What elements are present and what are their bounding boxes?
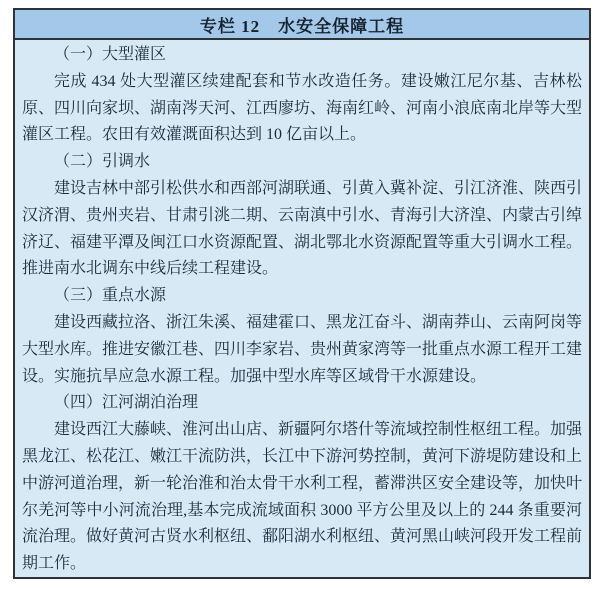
section-heading-3: （三）重点水源 (54, 287, 167, 305)
section-paragraph-1: 完成 434 处大型灌区续建配套和节水改造任务。建设嫩江尼尔基、吉林松原、四川向家坝、湖南涔天河、江西廖坊、海南红岭、河南小浪底南北岸等大型灌区工程。农田有效灌溉面积达到 10 亿亩以上。 (22, 72, 583, 144)
section-paragraph-4: 建设西江大藤峡、淮河出山店、新疆阿尔塔什等流域控制性枢纽工程。加强黑龙江、松花江、嫩江干流防洪，长江中下游河势控制，黄河下游堤防建设和上中游河道治理，新一轮治淮和治太骨干水利工程，蓄滞洪区安全建设等，加快叶尔羌河等中小河流治理,基本完成流域面积 3000 平方公里及以上的 244 条重要河流治理。做好黄河古贤水利枢纽、鄱阳湖水利枢纽、黄河黑山峡河段开发工程前期工作。 (22, 421, 583, 573)
panel-header (15, 10, 589, 40)
panel-title: 专栏 12 水安全保障工程 (199, 16, 405, 36)
section-paragraph-3: 建设西藏拉洛、浙江朱溪、福建霍口、黑龙江奋斗、湖南莽山、云南阿岗等大型水库。推进安徽江巷、四川李家岩、贵州黄家湾等一批重点水源工程开工建设。实施抗旱应急水源工程。加强中型水库等区域骨干水源建设。 (22, 313, 583, 385)
panel-body (15, 40, 589, 578)
section-heading-2: （二）引调水 (54, 153, 151, 171)
section-heading-1: （一）大型灌区 (54, 46, 167, 63)
textbox-panel (13, 8, 591, 579)
section-heading-4: （四）江河湖泊治理 (54, 394, 199, 412)
section-paragraph-2: 建设吉林中部引松供水和西部河湖联通、引黄入冀补淀、引江济淮、陕西引汉济渭、贵州夹岩、甘肃引洮二期、云南滇中引水、青海引大济湟、内蒙古引绰济辽、福建平潭及闽江口水资源配置、湖北鄂北水资源配置等重大引调水工程。推进南水北调东中线后续工程建设。 (22, 179, 583, 278)
